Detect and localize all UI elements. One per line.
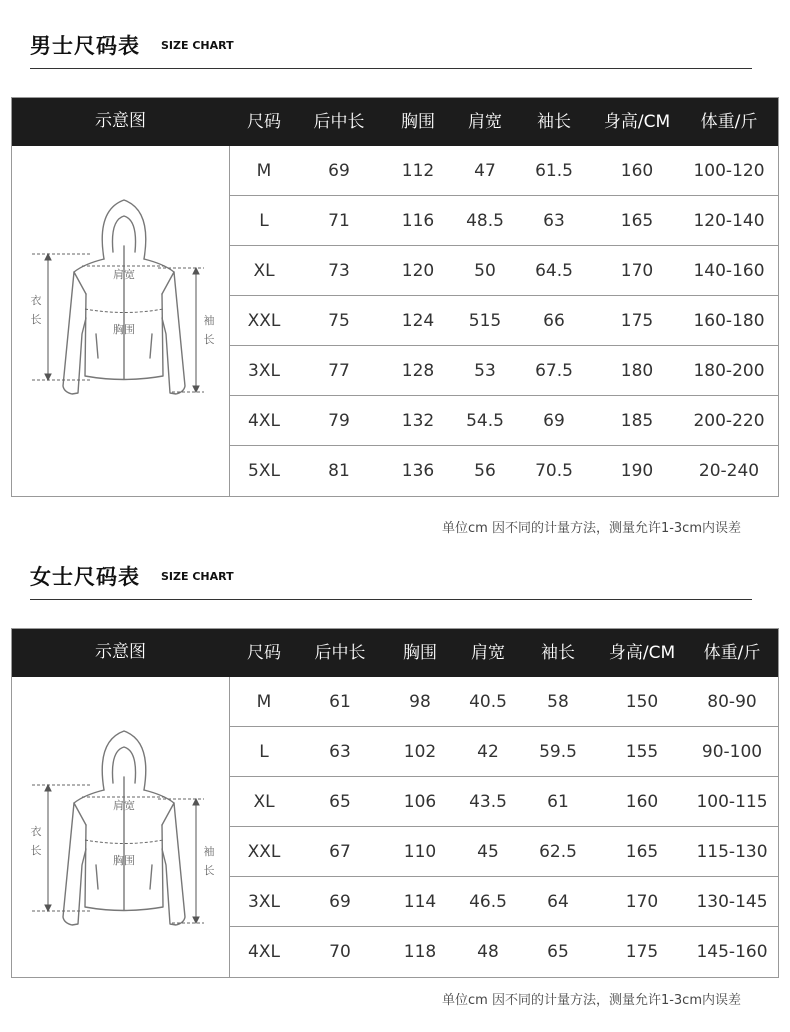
cell-size: L	[259, 742, 269, 762]
cell-weight: 80-90	[707, 692, 757, 712]
header-back-length: 后中长	[313, 112, 365, 132]
cell-sleeve: 69	[543, 411, 565, 431]
cell-back-length: 75	[328, 311, 350, 331]
men-jacket-diagram	[12, 146, 230, 496]
header-chest: 胸围	[403, 643, 437, 663]
cell-back-length: 69	[329, 892, 351, 912]
men-section-header	[30, 28, 752, 69]
cell-shoulder: 515	[468, 311, 502, 331]
cell-sleeve: 66	[543, 311, 565, 331]
table-row	[230, 396, 778, 446]
cell-chest: 98	[409, 692, 431, 712]
cell-size: 4XL	[248, 411, 280, 431]
cell-height: 170	[620, 261, 654, 281]
cell-chest: 124	[401, 311, 435, 331]
men-size-chart	[11, 97, 779, 497]
shoulder-width-label: 肩宽	[113, 799, 135, 812]
cell-sleeve: 58	[547, 692, 569, 712]
cell-shoulder: 50	[474, 261, 496, 281]
chest-label: 胸围	[113, 323, 135, 336]
table-row	[230, 346, 778, 396]
jacket-illustration	[12, 677, 229, 977]
cell-weight: 145-160	[696, 942, 768, 962]
cell-size: XL	[253, 261, 275, 281]
table-row	[230, 446, 778, 496]
table-row	[230, 296, 778, 346]
cell-shoulder: 53	[474, 361, 496, 381]
cell-size: 3XL	[248, 892, 280, 912]
cell-sleeve: 61.5	[535, 161, 573, 181]
cell-chest: 136	[401, 461, 435, 481]
cell-back-length: 71	[328, 211, 350, 231]
cell-weight: 115-130	[696, 842, 768, 862]
header-sleeve: 袖长	[541, 643, 575, 663]
body-length-label-1: 衣	[30, 294, 42, 307]
cell-size: M	[256, 161, 272, 181]
table-row	[230, 727, 778, 777]
women-table-header	[12, 629, 778, 677]
men-subtitle: SIZE CHART	[161, 39, 234, 52]
header-chest: 胸围	[401, 112, 435, 132]
women-measurement-note: 单位cm 因不同的计量方法，测量允许1-3cm内误差	[442, 993, 741, 1008]
cell-size: L	[259, 211, 269, 231]
women-subtitle: SIZE CHART	[161, 570, 234, 583]
cell-weight: 180-200	[693, 361, 765, 381]
cell-height: 160	[620, 161, 654, 181]
cell-back-length: 65	[329, 792, 351, 812]
cell-shoulder: 48	[477, 942, 499, 962]
header-diagram: 示意图	[95, 111, 146, 131]
cell-height: 175	[620, 311, 654, 331]
cell-shoulder: 56	[474, 461, 496, 481]
cell-weight: 90-100	[701, 742, 763, 762]
cell-size: XL	[253, 792, 275, 812]
cell-chest: 114	[403, 892, 437, 912]
cell-back-length: 77	[328, 361, 350, 381]
cell-weight: 140-160	[693, 261, 765, 281]
cell-height: 175	[625, 942, 659, 962]
cell-shoulder: 40.5	[469, 692, 507, 712]
women-jacket-diagram	[12, 677, 230, 977]
cell-weight: 160-180	[693, 311, 765, 331]
header-size: 尺码	[247, 643, 281, 663]
jacket-illustration	[12, 146, 229, 496]
table-row	[230, 927, 778, 977]
table-row	[230, 246, 778, 296]
cell-height: 165	[620, 211, 654, 231]
cell-height: 150	[625, 692, 659, 712]
header-sleeve: 袖长	[537, 112, 571, 132]
cell-size: XXL	[247, 842, 281, 862]
chest-label: 胸围	[113, 854, 135, 867]
cell-back-length: 63	[329, 742, 351, 762]
header-shoulder: 肩宽	[471, 643, 505, 663]
cell-back-length: 70	[329, 942, 351, 962]
cell-sleeve: 64.5	[535, 261, 573, 281]
cell-height: 185	[620, 411, 654, 431]
cell-back-length: 61	[329, 692, 351, 712]
header-height: 身高/CM	[608, 643, 676, 663]
cell-shoulder: 47	[474, 161, 496, 181]
cell-size: 3XL	[248, 361, 280, 381]
header-weight: 体重/斤	[700, 112, 758, 132]
cell-size: XXL	[247, 311, 281, 331]
cell-shoulder: 45	[477, 842, 499, 862]
cell-sleeve: 63	[543, 211, 565, 231]
men-title: 男士尺码表	[30, 34, 140, 58]
cell-shoulder: 48.5	[466, 211, 504, 231]
cell-height: 165	[625, 842, 659, 862]
cell-size: 5XL	[248, 461, 280, 481]
body-length-label-2: 长	[30, 313, 42, 326]
sleeve-length-label-2: 长	[203, 333, 215, 346]
cell-shoulder: 46.5	[469, 892, 507, 912]
table-row	[230, 877, 778, 927]
table-row	[230, 196, 778, 246]
sleeve-length-label-2: 长	[203, 864, 215, 877]
table-row	[230, 677, 778, 727]
cell-back-length: 69	[328, 161, 350, 181]
header-diagram: 示意图	[95, 642, 146, 662]
cell-shoulder: 54.5	[466, 411, 504, 431]
header-height: 身高/CM	[603, 112, 671, 132]
cell-shoulder: 43.5	[469, 792, 507, 812]
sleeve-length-label-1: 袖	[203, 845, 215, 858]
body-length-label-1: 衣	[30, 825, 42, 838]
cell-sleeve: 65	[547, 942, 569, 962]
cell-sleeve: 62.5	[539, 842, 577, 862]
women-title: 女士尺码表	[30, 565, 140, 589]
header-weight: 体重/斤	[703, 643, 761, 663]
cell-chest: 118	[403, 942, 437, 962]
cell-size: M	[256, 692, 272, 712]
cell-chest: 106	[403, 792, 437, 812]
cell-size: 4XL	[248, 942, 280, 962]
cell-sleeve: 59.5	[539, 742, 577, 762]
cell-back-length: 73	[328, 261, 350, 281]
table-row	[230, 146, 778, 196]
cell-shoulder: 42	[477, 742, 499, 762]
cell-sleeve: 64	[547, 892, 569, 912]
shoulder-width-label: 肩宽	[113, 268, 135, 281]
header-back-length: 后中长	[314, 643, 366, 663]
cell-chest: 102	[403, 742, 437, 762]
header-shoulder: 肩宽	[468, 112, 502, 132]
cell-chest: 112	[401, 161, 435, 181]
table-row	[230, 827, 778, 877]
cell-sleeve: 61	[547, 792, 569, 812]
cell-back-length: 81	[328, 461, 350, 481]
body-length-label-2: 长	[30, 844, 42, 857]
cell-weight: 20-240	[698, 461, 760, 481]
women-section-header	[30, 559, 752, 600]
table-row	[230, 777, 778, 827]
cell-weight: 100-115	[696, 792, 768, 812]
women-size-chart	[11, 628, 779, 978]
cell-sleeve: 70.5	[535, 461, 573, 481]
cell-sleeve: 67.5	[535, 361, 573, 381]
cell-height: 180	[620, 361, 654, 381]
cell-weight: 120-140	[693, 211, 765, 231]
cell-chest: 128	[401, 361, 435, 381]
cell-chest: 116	[401, 211, 435, 231]
cell-height: 155	[625, 742, 659, 762]
cell-back-length: 67	[329, 842, 351, 862]
cell-weight: 200-220	[693, 411, 765, 431]
cell-chest: 120	[401, 261, 435, 281]
cell-chest: 110	[403, 842, 437, 862]
header-size: 尺码	[247, 112, 281, 132]
cell-chest: 132	[401, 411, 435, 431]
men-table-header	[12, 98, 778, 146]
cell-weight: 130-145	[696, 892, 768, 912]
sleeve-length-label-1: 袖	[203, 314, 215, 327]
cell-height: 160	[625, 792, 659, 812]
cell-weight: 100-120	[693, 161, 765, 181]
cell-height: 190	[620, 461, 654, 481]
cell-back-length: 79	[328, 411, 350, 431]
cell-height: 170	[625, 892, 659, 912]
men-measurement-note: 单位cm 因不同的计量方法，测量允许1-3cm内误差	[442, 521, 741, 536]
